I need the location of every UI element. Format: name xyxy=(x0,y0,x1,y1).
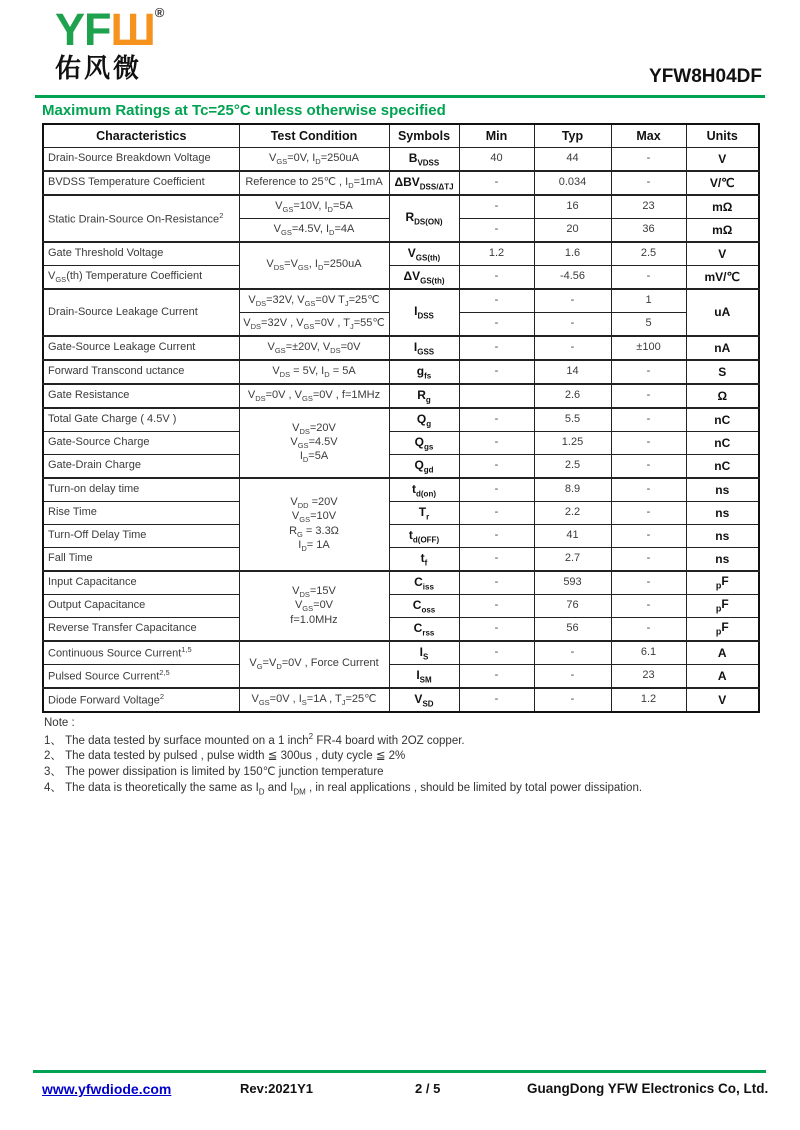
table-row xyxy=(43,336,759,360)
cell-units: V xyxy=(686,688,759,712)
cell-symbol: $C_{rss}$ xyxy=(389,618,459,642)
cell-max: - xyxy=(611,266,686,290)
cell-test-condition: $V_{DD} =20V$ $V_{GS}=10V$ $R_G = 3.3\Omega$ $I_D= 1A$ xyxy=(239,478,389,571)
cell-units: ns xyxy=(686,548,759,572)
table-row xyxy=(43,641,759,665)
cell-units: mΩ xyxy=(686,195,759,219)
cell-symbol: $I_{GSS}$ xyxy=(389,336,459,360)
cell-test-condition: $V_{DS}=0V$ , $V_{GS}=0V$ , f=1MHz xyxy=(239,384,389,408)
page-number: 2 / 5 xyxy=(415,1081,441,1096)
cell-symbol: $I_S$ xyxy=(389,641,459,665)
cell-units: nC xyxy=(686,408,759,432)
cell-units: $_p$F xyxy=(686,618,759,642)
cell-characteristic: Gate Threshold Voltage xyxy=(43,242,239,266)
cell-units: mV/℃ xyxy=(686,266,759,290)
logo-chinese-name: 佑风微 xyxy=(55,53,143,83)
cell-symbol: $V_{SD}$ xyxy=(389,688,459,712)
cell-typ: 8.9 xyxy=(534,478,611,502)
cell-symbol: $R_{DS(ON)}$ xyxy=(389,195,459,242)
column-header-units: Units xyxy=(686,124,759,148)
table-row xyxy=(43,665,759,689)
table-row xyxy=(43,289,759,313)
cell-test-condition: $V_{GS}=0V$, $I_D=250uA$ xyxy=(239,148,389,172)
table-row xyxy=(43,478,759,502)
cell-typ: 2.2 xyxy=(534,502,611,525)
cell-typ: 14 xyxy=(534,360,611,384)
website-link[interactable]: www.yfwdiode.com xyxy=(42,1081,172,1097)
cell-typ: 16 xyxy=(534,195,611,219)
cell-min: - xyxy=(459,432,534,455)
cell-min: - xyxy=(459,360,534,384)
table-row xyxy=(43,384,759,408)
cell-min: - xyxy=(459,478,534,502)
table-row xyxy=(43,571,759,595)
cell-max: - xyxy=(611,571,686,595)
cell-symbol: $t_{d(on)}$ xyxy=(389,478,459,502)
cell-symbol: $R_g$ xyxy=(389,384,459,408)
cell-max: - xyxy=(611,478,686,502)
cell-min: - xyxy=(459,266,534,290)
cell-min: - xyxy=(459,665,534,689)
note-item-2: 2、 The data tested by pulsed , pulse width ≦ 300us , duty cycle ≦ 2% xyxy=(44,750,406,763)
maximum-ratings-table xyxy=(42,123,760,713)
cell-characteristic: Continuous Source Current$^{1,5}$ xyxy=(43,641,239,665)
cell-typ: 56 xyxy=(534,618,611,642)
cell-max: - xyxy=(611,525,686,548)
cell-symbol: $C_{iss}$ xyxy=(389,571,459,595)
column-header-max: Max xyxy=(611,124,686,148)
table-row xyxy=(43,195,759,219)
cell-units: mΩ xyxy=(686,219,759,243)
cell-characteristic: Forward Transcond uctance xyxy=(43,360,239,384)
cell-characteristic: Total Gate Charge ( 4.5V ) xyxy=(43,408,239,432)
cell-symbol: $\Delta V_{GS(th)}$ xyxy=(389,266,459,290)
cell-typ: 20 xyxy=(534,219,611,243)
cell-min: - xyxy=(459,595,534,618)
cell-symbol: $Q_{gd}$ xyxy=(389,455,459,479)
table-row xyxy=(43,618,759,642)
column-header-symbols: Symbols xyxy=(389,124,459,148)
cell-min: - xyxy=(459,219,534,243)
cell-typ: - xyxy=(534,313,611,337)
cell-min: - xyxy=(459,618,534,642)
registered-trademark-icon: ® xyxy=(154,5,165,20)
notes-label: Note : xyxy=(44,717,75,729)
cell-typ: 0.034 xyxy=(534,171,611,195)
cell-max: 23 xyxy=(611,195,686,219)
cell-test-condition: $V_{DS} = 5V$, $I_D = 5A$ xyxy=(239,360,389,384)
cell-max: - xyxy=(611,384,686,408)
logo-w-glyph: Ш xyxy=(110,4,155,55)
cell-typ: - xyxy=(534,336,611,360)
cell-max: 1 xyxy=(611,289,686,313)
cell-characteristic: BVDSS Temperature Coefficient xyxy=(43,171,239,195)
cell-typ: 76 xyxy=(534,595,611,618)
cell-typ: 2.5 xyxy=(534,455,611,479)
cell-characteristic: Drain-Source Leakage Current xyxy=(43,289,239,336)
cell-characteristic: Turn-Off Delay Time xyxy=(43,525,239,548)
table-row xyxy=(43,595,759,618)
cell-symbol: $\Delta BV_{DSS/\Delta TJ}$ xyxy=(389,171,459,195)
cell-units: A xyxy=(686,665,759,689)
cell-units: uA xyxy=(686,289,759,336)
table-row xyxy=(43,502,759,525)
cell-test-condition: $V_{GS}=\pm 20V$, $V_{DS}=0V$ xyxy=(239,336,389,360)
company-logo xyxy=(55,6,164,81)
cell-test-condition: $V_{DS}=20V$ $V_{GS}=4.5V$ $I_D=5A$ xyxy=(239,408,389,478)
cell-characteristic: Rise Time xyxy=(43,502,239,525)
column-header-test-condition: Test Condition xyxy=(239,124,389,148)
cell-characteristic: Gate-Drain Charge xyxy=(43,455,239,479)
cell-min: - xyxy=(459,502,534,525)
table-row xyxy=(43,408,759,432)
cell-typ: 5.5 xyxy=(534,408,611,432)
cell-units: nC xyxy=(686,432,759,455)
cell-symbol: $t_f$ xyxy=(389,548,459,572)
cell-characteristic: Fall Time xyxy=(43,548,239,572)
cell-max: 6.1 xyxy=(611,641,686,665)
cell-min: - xyxy=(459,688,534,712)
table-row xyxy=(43,688,759,712)
note-item-3: 3、 The power dissipation is limited by 150℃ junction temperature xyxy=(44,765,384,778)
cell-units: V xyxy=(686,242,759,266)
cell-max: - xyxy=(611,618,686,642)
cell-max: 5 xyxy=(611,313,686,337)
notes-section xyxy=(44,716,800,797)
cell-symbol: $B_{VDSS}$ xyxy=(389,148,459,172)
part-number: YFW8H04DF xyxy=(649,66,762,87)
cell-max: 2.5 xyxy=(611,242,686,266)
cell-max: - xyxy=(611,408,686,432)
cell-units: V xyxy=(686,148,759,172)
cell-min: - xyxy=(459,171,534,195)
cell-characteristic: Reverse Transfer Capacitance xyxy=(43,618,239,642)
cell-max: - xyxy=(611,148,686,172)
cell-test-condition: $V_G=V_D=0V$ , Force Current xyxy=(239,641,389,688)
company-name: GuangDong YFW Electronics Co, Ltd. xyxy=(527,1081,769,1096)
cell-typ: 44 xyxy=(534,148,611,172)
cell-max: - xyxy=(611,455,686,479)
cell-characteristic: $V_{GS}(th)$ Temperature Coefficient xyxy=(43,266,239,290)
cell-units: nA xyxy=(686,336,759,360)
cell-max: - xyxy=(611,548,686,572)
table-row xyxy=(43,548,759,572)
cell-symbol: $C_{oss}$ xyxy=(389,595,459,618)
table-row xyxy=(43,171,759,195)
cell-typ: - xyxy=(534,641,611,665)
cell-max: 23 xyxy=(611,665,686,689)
section-title: Maximum Ratings at Tc=25°C unless otherwise specified xyxy=(42,102,446,119)
cell-characteristic: Input Capacitance xyxy=(43,571,239,595)
table-row xyxy=(43,266,759,290)
cell-max: 36 xyxy=(611,219,686,243)
cell-units: ns xyxy=(686,525,759,548)
cell-typ: 1.25 xyxy=(534,432,611,455)
cell-units: nC xyxy=(686,455,759,479)
table-row xyxy=(43,360,759,384)
cell-min: - xyxy=(459,455,534,479)
column-header-typ: Typ xyxy=(534,124,611,148)
cell-units: Ω xyxy=(686,384,759,408)
cell-min: - xyxy=(459,548,534,572)
cell-min: 1.2 xyxy=(459,242,534,266)
cell-max: - xyxy=(611,502,686,525)
cell-test-condition: $V_{GS}=4.5V$, $I_D=4A$ xyxy=(239,219,389,243)
cell-typ: 2.7 xyxy=(534,548,611,572)
cell-test-condition: $V_{GS}=0V$ , $I_S=1A$ , $T_J=25℃$ xyxy=(239,688,389,712)
cell-typ: - xyxy=(534,289,611,313)
cell-typ: 2.6 xyxy=(534,384,611,408)
column-header-min: Min xyxy=(459,124,534,148)
cell-typ: - xyxy=(534,665,611,689)
cell-symbol: $t_{d(OFF)}$ xyxy=(389,525,459,548)
logo-yf-letters: YF xyxy=(55,4,111,55)
cell-typ: 41 xyxy=(534,525,611,548)
cell-units: $_p$F xyxy=(686,571,759,595)
cell-min xyxy=(459,384,534,408)
cell-characteristic: Gate Resistance xyxy=(43,384,239,408)
cell-symbol: $Q_g$ xyxy=(389,408,459,432)
cell-min: - xyxy=(459,313,534,337)
revision-label: Rev:2021Y1 xyxy=(240,1081,313,1096)
cell-max: - xyxy=(611,171,686,195)
table-header-row xyxy=(43,124,759,148)
cell-test-condition: $V_{GS}=10V$, $I_D=5A$ xyxy=(239,195,389,219)
cell-min: - xyxy=(459,289,534,313)
cell-units: ns xyxy=(686,478,759,502)
footer-divider xyxy=(33,1070,766,1073)
cell-typ: 593 xyxy=(534,571,611,595)
column-header-characteristics: Characteristics xyxy=(43,124,239,148)
cell-symbol: $g_{fs}$ xyxy=(389,360,459,384)
table-row xyxy=(43,148,759,172)
cell-symbol: $I_{DSS}$ xyxy=(389,289,459,336)
note-item-1: 1、 The data tested by surface mounted on a 1 inch$^2$ FR-4 board with 2OZ copper. xyxy=(44,731,465,747)
table-row xyxy=(43,455,759,479)
cell-max: - xyxy=(611,595,686,618)
cell-max: - xyxy=(611,360,686,384)
cell-typ: -4.56 xyxy=(534,266,611,290)
cell-max: ±100 xyxy=(611,336,686,360)
page-header xyxy=(0,0,800,95)
cell-units: $_p$F xyxy=(686,595,759,618)
cell-characteristic: Pulsed Source Current$^{2,5}$ xyxy=(43,665,239,689)
cell-symbol: $T_r$ xyxy=(389,502,459,525)
table-row xyxy=(43,525,759,548)
cell-units: ns xyxy=(686,502,759,525)
cell-characteristic: Gate-Source Charge xyxy=(43,432,239,455)
cell-characteristic: Gate-Source Leakage Current xyxy=(43,336,239,360)
cell-characteristic: Static Drain-Source On-Resistance$^2$ xyxy=(43,195,239,242)
cell-max: 1.2 xyxy=(611,688,686,712)
cell-min: 40 xyxy=(459,148,534,172)
cell-units: V/℃ xyxy=(686,171,759,195)
cell-max: - xyxy=(611,432,686,455)
cell-min: - xyxy=(459,641,534,665)
cell-test-condition: $V_{DS}=15V$ $V_{GS}=0V$ f=1.0MHz xyxy=(239,571,389,641)
table-row xyxy=(43,242,759,266)
cell-symbol: $Q_{gs}$ xyxy=(389,432,459,455)
header-divider xyxy=(35,95,765,98)
cell-characteristic: Diode Forward Voltage$^2$ xyxy=(43,688,239,712)
page-footer xyxy=(0,1081,800,1105)
cell-units: A xyxy=(686,641,759,665)
cell-units: S xyxy=(686,360,759,384)
cell-min: - xyxy=(459,195,534,219)
cell-symbol: $V_{GS(th)}$ xyxy=(389,242,459,266)
cell-characteristic: Output Capacitance xyxy=(43,595,239,618)
cell-typ: 1.6 xyxy=(534,242,611,266)
cell-min: - xyxy=(459,571,534,595)
cell-characteristic: Drain-Source Breakdown Voltage xyxy=(43,148,239,172)
table-row xyxy=(43,432,759,455)
cell-min: - xyxy=(459,525,534,548)
cell-characteristic: Turn-on delay time xyxy=(43,478,239,502)
logo-text xyxy=(55,4,155,55)
cell-symbol: $I_{SM}$ xyxy=(389,665,459,689)
cell-test-condition: $V_{DS}=32V$, $V_{GS}=0V$ $T_J=25℃$ xyxy=(239,289,389,313)
cell-test-condition: $V_{DS}=V_{GS}$, $I_D=250uA$ xyxy=(239,242,389,289)
cell-min: - xyxy=(459,408,534,432)
cell-min: - xyxy=(459,336,534,360)
cell-test-condition: Reference to 25℃ , $I_D=1mA$ xyxy=(239,171,389,195)
cell-test-condition: $V_{DS}=32V$ , $V_{GS}=0V$ , $T_J=55℃$ xyxy=(239,313,389,337)
note-item-4: 4、 The data is theoretically the same as $I_D$ and $I_{DM}$ , in real applications , should be limited by total power dissipation. xyxy=(44,781,643,796)
cell-typ: - xyxy=(534,688,611,712)
